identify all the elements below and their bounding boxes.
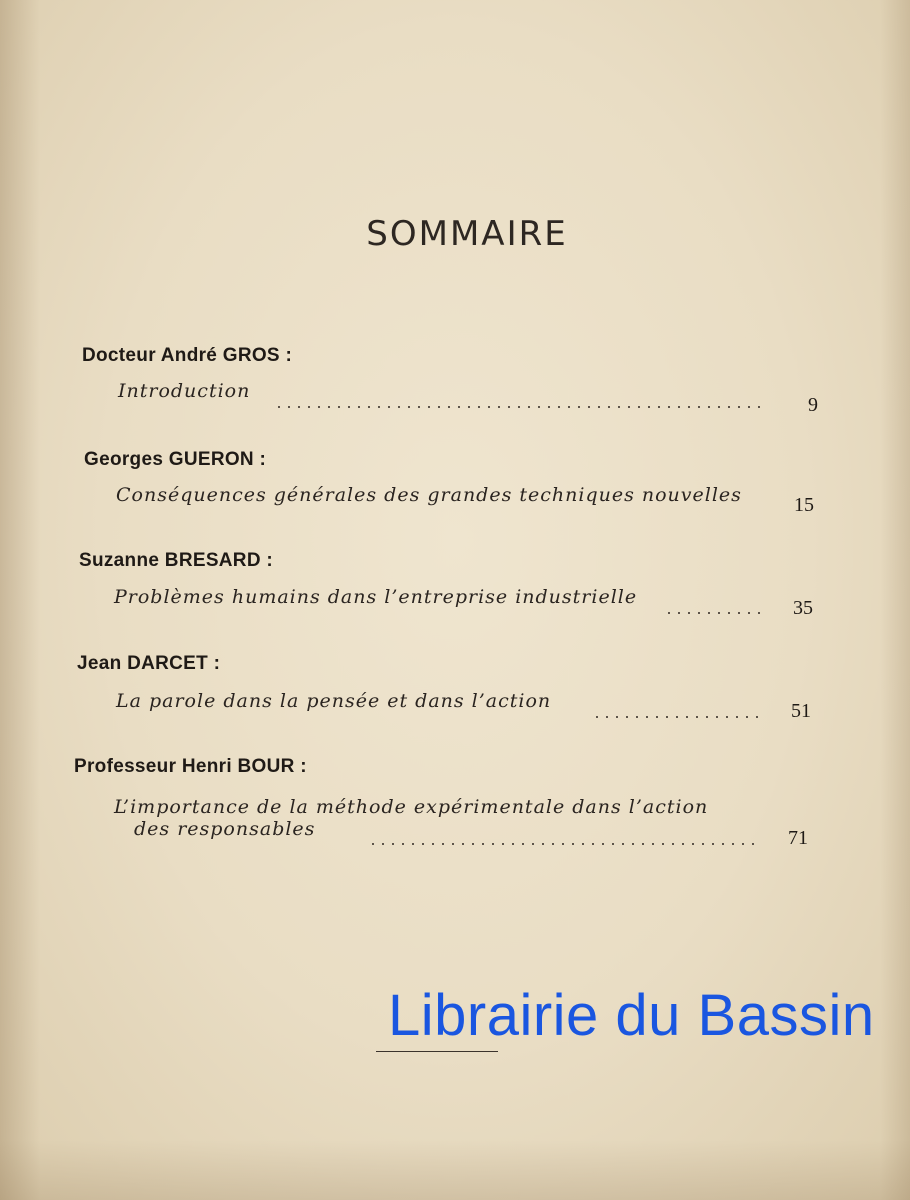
toc-author: Georges GUERON :	[84, 449, 267, 470]
bookseller-watermark: Librairie du Bassin	[388, 983, 875, 1048]
toc-author: Docteur André GROS :	[82, 345, 293, 366]
toc-article-title: Problèmes humains dans l’entreprise industrielle	[114, 586, 638, 608]
toc-article-title: Introduction	[118, 380, 251, 402]
toc-page-number: 35	[793, 597, 813, 619]
toc-article-title: La parole dans la pensée et dans l’action	[116, 690, 552, 712]
toc-article-title-line-2: des responsables	[134, 818, 316, 840]
end-rule	[376, 1051, 498, 1052]
dot-leader	[368, 843, 760, 845]
toc-page-number: 71	[788, 827, 808, 849]
toc-page-number: 15	[794, 494, 814, 516]
toc-page-number: 51	[791, 700, 811, 722]
toc-author: Jean DARCET :	[77, 653, 221, 674]
toc-author: Suzanne BRESARD :	[79, 550, 274, 571]
toc-article-title-line-1: L’importance de la méthode expérimentale dans l’action	[114, 796, 709, 818]
page-edge-shadow-bottom	[0, 1140, 910, 1200]
page-edge-shadow-left	[0, 0, 40, 1200]
page-title: SOMMAIRE	[366, 214, 568, 254]
toc-author: Professeur Henri BOUR :	[74, 756, 307, 777]
dot-leader	[592, 716, 760, 718]
dot-leader	[274, 406, 760, 408]
toc-article-title: Conséquences générales des grandes techniques nouvelles	[116, 484, 742, 506]
page-edge-shadow-right	[880, 0, 910, 1200]
dot-leader	[664, 612, 760, 614]
toc-page-number: 9	[808, 394, 818, 416]
